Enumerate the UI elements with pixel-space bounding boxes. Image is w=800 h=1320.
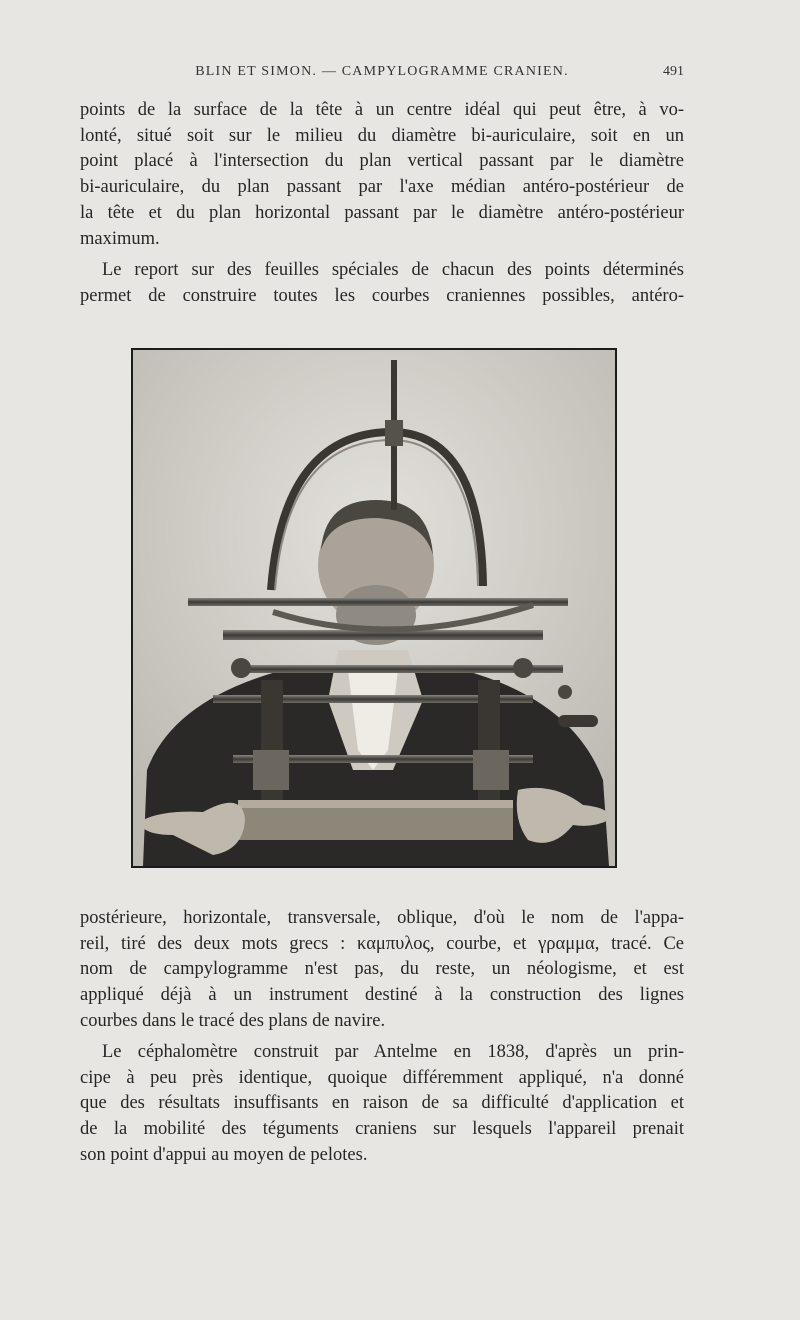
text-line: permet de construire toutes les courbes craniennes possibles, antéro- — [80, 285, 684, 306]
text-line: que des résultats insuffisants en raison de sa difficulté d'application et — [80, 1093, 684, 1114]
paragraph-2 — [80, 258, 684, 309]
page-header — [80, 64, 684, 88]
text-line: Le report sur des feuilles spéciales de chacun des points déterminés — [102, 260, 684, 280]
text-line: point placé à l'intersection du plan vertical passant par le diamètre — [80, 151, 684, 172]
text-line: Le céphalomètre construit par Antelme en 1838, d'après un prin- — [102, 1042, 684, 1062]
text-line: cipe à peu près identique, quoique différemment appliqué, n'a donné — [80, 1067, 684, 1088]
text-line: nom de campylogramme n'est pas, du reste, un néologisme, et est — [80, 959, 684, 980]
paragraph-1 — [80, 98, 684, 252]
text-line: maximum. — [80, 228, 160, 249]
page-number: 491 — [663, 64, 684, 79]
text-line: reil, tiré des deux mots grecs : καμπυλος, courbe, et γραμμα, tracé. Ce — [80, 933, 684, 954]
text-line: courbes dans le tracé des plans de navire. — [80, 1010, 386, 1031]
text-line: points de la surface de la tête à un centre idéal qui peut être, à vo- — [80, 100, 684, 120]
text-line: son point d'appui au moyen de pelotes. — [80, 1144, 368, 1165]
photograph-campylogramme — [131, 348, 617, 868]
text-line: la tête et du plan horizontal passant par le diamètre antéro-postérieur — [80, 202, 684, 223]
text-line: bi-auriculaire, du plan passant par l'axe médian antéro-postérieur de — [80, 177, 684, 198]
text-line: de la mobilité des téguments craniens sur lesquels l'appareil prenait — [80, 1119, 684, 1140]
text-line: postérieure, horizontale, transversale, oblique, d'où le nom de l'appa- — [80, 908, 684, 928]
photo-illustration — [133, 350, 615, 866]
paragraph-4 — [80, 1040, 684, 1169]
running-head: BLIN ET SIMON. — CAMPYLOGRAMME CRANIEN. — [195, 64, 569, 79]
paragraph-3 — [80, 906, 684, 1035]
text-line: appliqué déjà à un instrument destiné à la construction des lignes — [80, 985, 684, 1006]
text-line: lonté, situé soit sur le milieu du diamètre bi-auriculaire, soit en un — [80, 125, 684, 146]
